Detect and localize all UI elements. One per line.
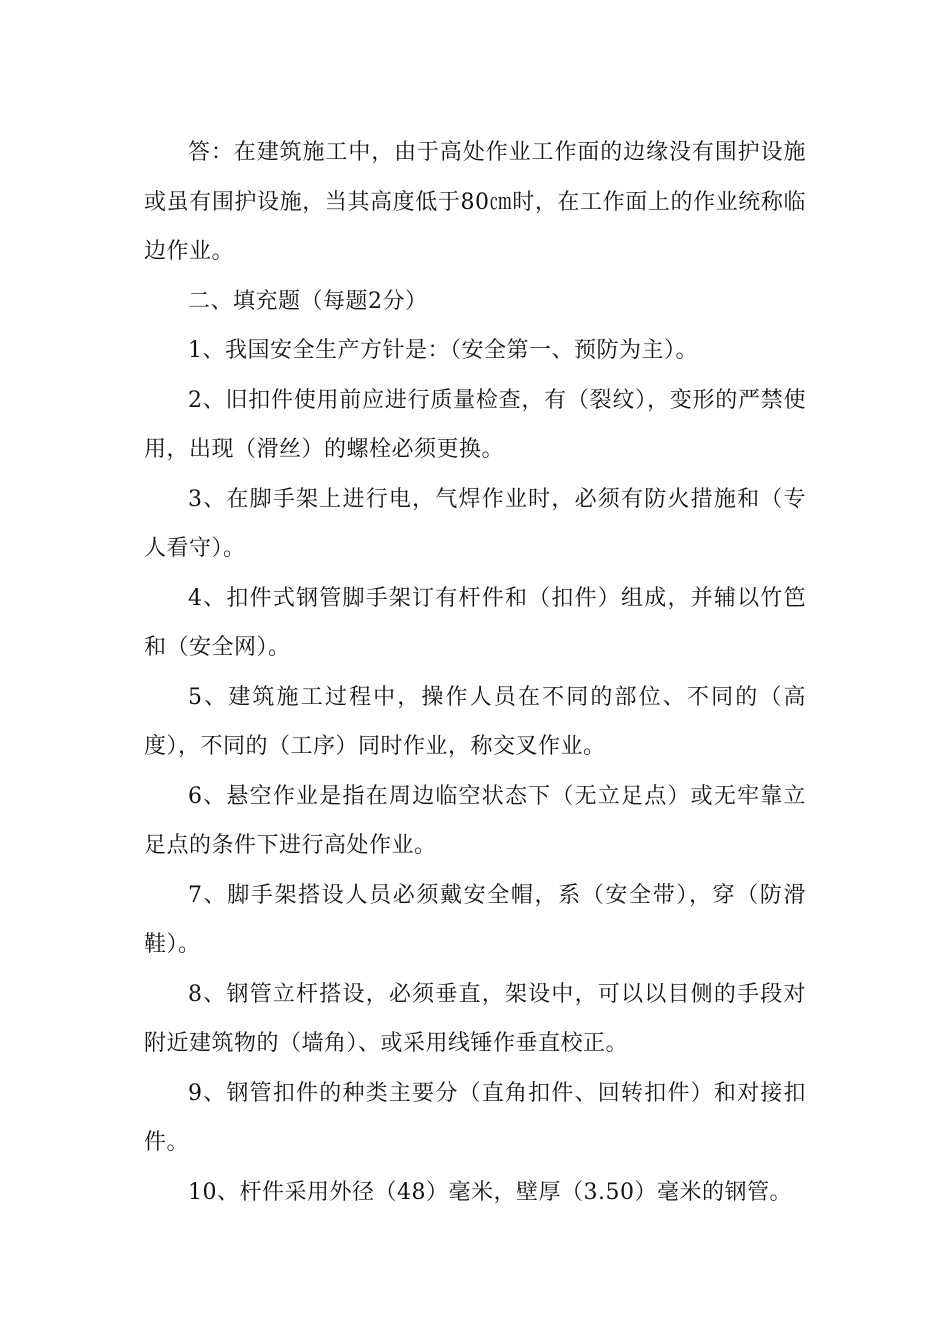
question-item-5: 5、建筑施工过程中，操作人员在不同的部位、不同的（高度），不同的（工序）同时作业，称交叉作业。	[144, 684, 806, 759]
question-item-1: 1、我国安全生产方针是：（安全第一、预防为主）。	[188, 338, 698, 363]
question-item-2: 2、旧扣件使用前应进行质量检查，有（裂纹），变形的严禁使用，出现（滑丝）的螺栓必须更换。	[144, 387, 806, 462]
answer-paragraph: 答：在建筑施工中，由于高处作业工作面的边缘没有围护设施或虽有围护设施，当其高度低于80㎝时，在工作面上的作业统称临边作业。	[144, 140, 806, 264]
question-item-4: 4、扣件式钢管脚手架订有杆件和（扣件）组成，并辅以竹笆和（安全网）。	[144, 585, 806, 660]
section-heading: 二、填充题（每题2分）	[188, 288, 428, 314]
document-body	[144, 128, 806, 1217]
question-item-10: 10、杆件采用外径（48）毫米，壁厚（3.50）毫米的钢管。	[188, 1179, 792, 1205]
question-item-7: 7、脚手架搭设人员必须戴安全帽，系（安全带），穿（防滑鞋）。	[144, 882, 806, 957]
question-item-9: 9、钢管扣件的种类主要分（直角扣件、回转扣件）和对接扣件。	[144, 1080, 806, 1155]
question-item-8: 8、钢管立杆搭设，必须垂直，架设中，可以以目侧的手段对附近建筑物的（墙角）、或采用线锤作垂直校正。	[144, 981, 806, 1056]
question-item-3: 3、在脚手架上进行电，气焊作业时，必须有防火措施和（专人看守）。	[144, 486, 806, 561]
question-item-6: 6、悬空作业是指在周边临空状态下（无立足点）或无牢靠立足点的条件下进行高处作业。	[144, 783, 806, 858]
